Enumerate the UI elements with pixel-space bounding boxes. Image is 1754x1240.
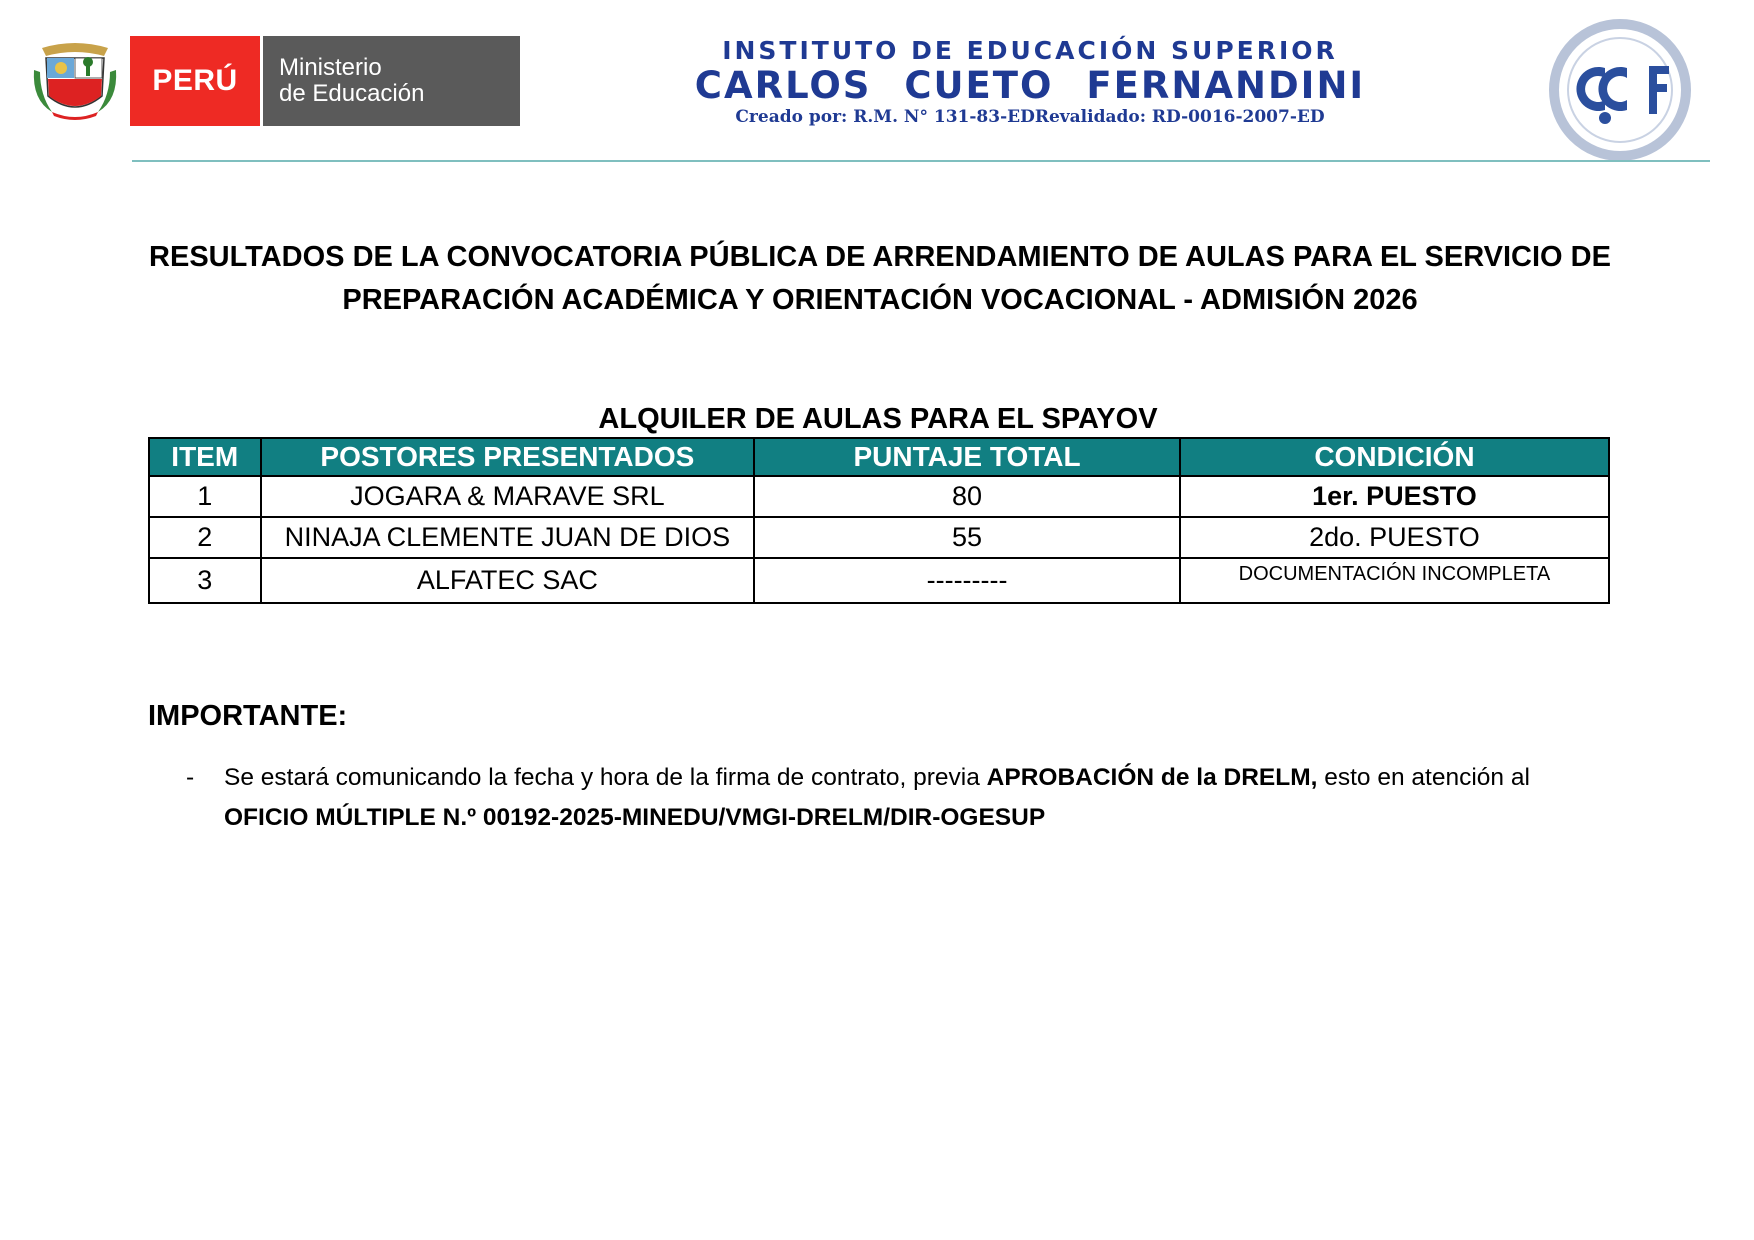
cell-condicion: 1er. PUESTO [1180,476,1609,517]
cell-condicion: 2do. PUESTO [1180,517,1609,558]
institute-line1: INSTITUTO DE EDUCACIÓN SUPERIOR [722,36,1338,65]
cell-item: 3 [149,558,261,603]
header-divider [132,160,1710,162]
cell-puntaje: 55 [754,517,1180,558]
cell-postor: JOGARA & MARAVE SRL [261,476,755,517]
column-header-puntaje: PUNTAJE TOTAL [754,438,1180,476]
gob-ministry-line1: Ministerio [279,54,382,81]
important-note [186,758,1616,838]
institute-name: CARLOS CUETO FERNANDINI [694,64,1366,107]
document-header [0,0,1754,165]
document-title-line2: PREPARACIÓN ACADÉMICA Y ORIENTACIÓN VOCACIONAL - ADMISIÓN 2026 [342,284,1418,316]
gob-peru-logo [130,36,520,126]
table-row [149,476,1609,517]
note-text-part1: Se estará comunicando la fecha y hora de la firma de contrato, previa [224,764,987,791]
column-header-condicion: CONDICIÓN [1180,438,1609,476]
table-row [149,517,1609,558]
cell-puntaje: 80 [754,476,1180,517]
cell-puntaje: --------- [754,558,1180,603]
note-text-part2: esto en atención al [1317,764,1530,791]
gob-ministry-line2: de Educación [279,80,425,107]
important-heading: IMPORTANTE: [148,700,348,732]
results-table [148,437,1610,604]
note-bold-approval: APROBACIÓN de la DRELM, [986,764,1318,791]
gob-ministry-block [263,36,520,126]
table-row [149,558,1609,603]
cell-item: 1 [149,476,261,517]
institute-letterhead [660,36,1400,127]
cell-item: 2 [149,517,261,558]
note-bullet: - [186,764,195,791]
cell-condicion: DOCUMENTACIÓN INCOMPLETA [1180,558,1609,603]
column-header-item: ITEM [149,438,261,476]
cell-postor: ALFATEC SAC [261,558,755,603]
column-header-postores: POSTORES PRESENTADOS [261,438,755,476]
note-bold-oficio: OFICIO MÚLTIPLE N.º 00192-2025-MINEDU/VMGI-DRELM/DIR-OGESUP [224,804,1046,831]
document-title-line1: RESULTADOS DE LA CONVOCATORIA PÚBLICA DE ARRENDAMIENTO DE AULAS PARA EL SERVICIO DE [149,241,1611,273]
table-header-row [149,438,1609,476]
document-title [130,236,1630,322]
gob-country-label: PERÚ [130,36,260,126]
peru-coat-of-arms-icon [32,40,118,120]
cell-postor: NINAJA CLEMENTE JUAN DE DIOS [261,517,755,558]
note-text [224,758,1616,838]
institute-creation-note: Creado por: R.M. N° 131-83-EDRevalidado: RD-0016-2007-ED [735,107,1325,127]
table-caption: ALQUILER DE AULAS PARA EL SPAYOV [598,403,1158,435]
ccf-institute-seal-icon [1545,18,1695,163]
